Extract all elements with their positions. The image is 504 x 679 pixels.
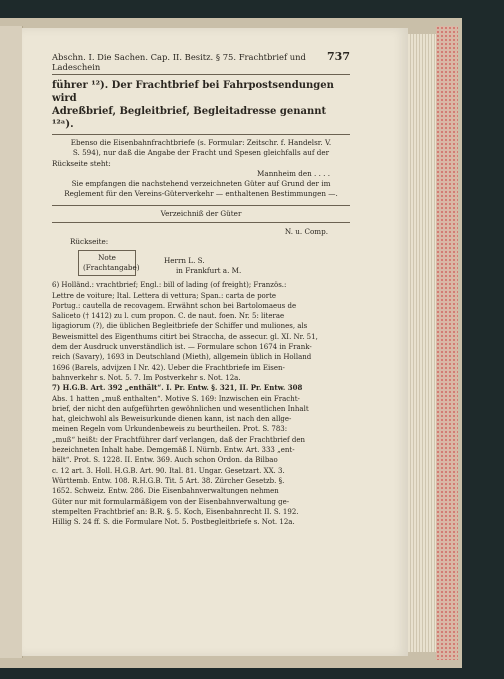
footnote-line: meinen Regeln vom Urkundenbeweis zu beurtheilen. Prot. S. 783: xyxy=(52,425,288,434)
intro-paragraph xyxy=(52,138,350,169)
divider xyxy=(52,134,350,135)
footnote-line: hat, gleichwohl als Beweisurkunde dienen kann, ist nach den allge- xyxy=(52,415,292,424)
divider xyxy=(52,222,350,223)
page-block-edge xyxy=(408,34,436,652)
footnote-line: reich (Savary), 1693 in Deutschland (Mieth), allgemein üblich in Holland xyxy=(52,353,312,362)
heading-line: Adreßbrief, Begleitbrief, Begleitadresse genannt ¹²ᵃ). xyxy=(52,106,327,130)
footnote-line: Württemb. Entw. 108. R.H.G.B. Tit. 5 Art. 38. Zürcher Gesetzb. §. xyxy=(52,476,285,485)
box-title: Note xyxy=(98,252,116,262)
book-cover xyxy=(436,26,458,660)
footnote-line: stempelten Frachtbrief an: B.R. §. 5. Koch, Eisenbahnrecht II. S. 192. xyxy=(52,507,299,516)
running-header xyxy=(52,50,350,75)
running-title: Abschn. I. Die Sachen. Cap. II. Besitz. § 75. Frachtbrief und Ladeschein xyxy=(52,52,306,72)
footnote-line: bahnverkehr s. Not. 5. 7. Im Postverkehr s. Not. 12a. xyxy=(52,373,241,382)
footnote-line: Beweismittel des Eigenthums citirt bei Straccha, de assecur. gl. XI. Nr. 51, xyxy=(52,332,318,341)
footnote-line: Abs. 1 hatten „muß enthalten“. Motive S. 169: Inzwischen ein Fracht- xyxy=(52,394,300,403)
footnote-line: brief, der nicht den aufgeführten gewöhnlichen und wesentlichen Inhalt xyxy=(52,404,309,413)
receive-line: Sie empfangen die nachstehend verzeichneten Güter auf Grund der im xyxy=(71,179,331,189)
footnote-line: 1696 (Barels, advijzen I Nr. 42). Ueber die Frachtbriefe im Eisen- xyxy=(52,363,285,372)
address-line: in Frankfurt a. M. xyxy=(176,265,242,275)
footnotes xyxy=(52,280,350,527)
address-line: Herrn L. S. xyxy=(164,255,205,265)
footnote-line: Güter nur mit formularmäßigem von der Eisenbahnverwaltung ge- xyxy=(52,497,290,506)
page-number: 737 xyxy=(327,50,350,63)
heading-line: führer ¹²). Der Frachtbrief bei Fahrpostsendungen wird xyxy=(52,80,334,104)
heading-text xyxy=(52,79,350,131)
signature: N. u. Comp. xyxy=(284,227,328,237)
receive-paragraph xyxy=(52,179,350,200)
footnote-line: hält“. Prot. S. 1228. II. Entw. 369. Auch schon Ordon. da Bilbao xyxy=(52,456,278,465)
intro-line: Ebenso die Eisenbahnfrachtbriefe (s. Formular: Zeitschr. f. Handelsr. V. xyxy=(70,138,332,147)
place-date-line: Mannheim den . . . . xyxy=(257,168,330,178)
footnote-line: c. 12 art. 3. Holl. H.G.B. Art. 90. Ital. 81. Ungar. Gesetzart. XX. 3. xyxy=(52,466,285,475)
footnote-line: „muß“ heißt: der Frachtführer darf verlangen, daß der Frachtbrief den xyxy=(52,435,305,444)
footnote-line: Portug.: cautella de recovagem. Erwähnt schon bei Bartolomaeus de xyxy=(52,301,297,310)
footnote-line: Saliceto († 1412) zu l. cum propon. C. de naut. foen. Nr. 5: literae xyxy=(52,312,285,321)
intro-line: S. 594), nur daß die Angabe der Fracht und Spesen gleichfalls auf der xyxy=(72,148,330,158)
footnote-line: Lettre de voiture; Ital. Lettera di vettura; Span.: carta de porte xyxy=(52,291,277,300)
footnote-line: bezeichneten Inhalt habe. Demgemäß I. Nürnb. Entw. Art. 333 „ent- xyxy=(52,446,295,455)
box-subtitle: (Frachtangabe) xyxy=(83,262,140,272)
intro-line: Rückseite steht: xyxy=(52,158,111,168)
footnote-line: 6) Holländ.: vrachtbrief; Engl.: bill of lading (of freight); Französ.: xyxy=(52,281,287,290)
page-text xyxy=(52,50,350,527)
address-block xyxy=(164,256,241,277)
goods-list-header: Verzeichniß der Güter xyxy=(160,208,242,218)
footnote-line: 1652. Schweiz. Entw. 286. Die Eisenbahnverwaltungen nehmen xyxy=(52,487,279,496)
footnote-line: ligagiorum (?), die üblichen Begleitbriefe der Schiffer und muliones, als xyxy=(52,322,308,331)
divider xyxy=(52,205,350,206)
freight-note-box xyxy=(78,250,140,277)
footnote-line: dem der Ausdruck unverständlich ist. — Formulare schon 1674 in Frank- xyxy=(52,343,312,352)
receive-line: Reglement für den Vereins-Güterverkehr — enthaltenen Bestimmungen —. xyxy=(64,189,338,199)
reverse-side-block xyxy=(52,248,350,277)
left-page-edge xyxy=(0,26,23,658)
reverse-side-label: Rückseite: xyxy=(70,237,109,247)
footnote-line: Hillig S. 24 ff. S. die Formulare Not. 5. Postbegleitbriefe s. Not. 12a. xyxy=(52,518,295,527)
footnote-line: 7) H.G.B. Art. 392 „enthält“. I. Pr. Entw. §. 321, II. Pr. Entw. 308 xyxy=(52,383,303,393)
